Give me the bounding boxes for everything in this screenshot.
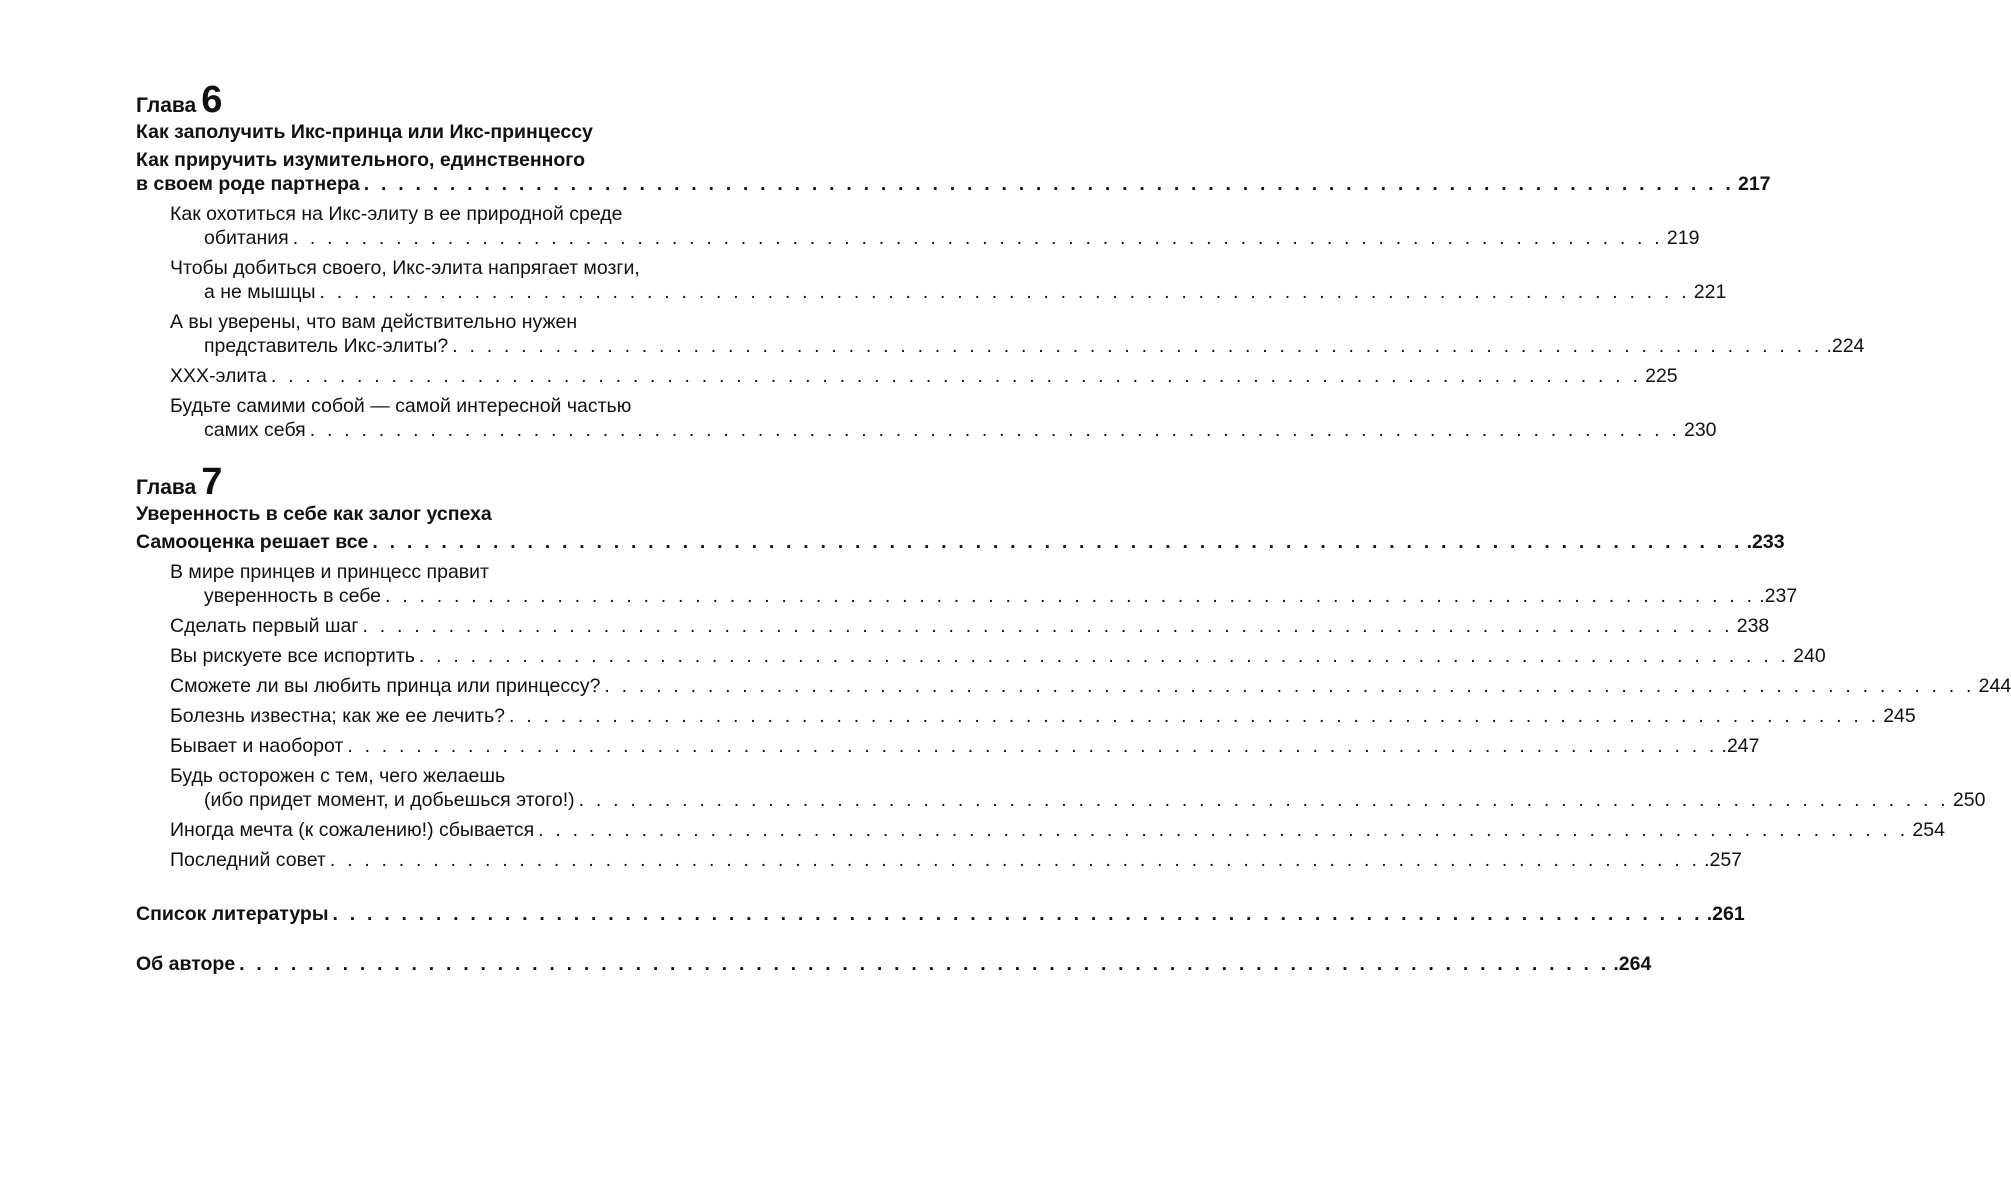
- toc-entry-row[interactable]: [170, 334, 1865, 358]
- page-number: 254: [1912, 819, 1945, 841]
- toc-entry: [136, 644, 1826, 668]
- back-matter-entry: [136, 902, 1745, 926]
- page-number: .237: [1759, 585, 1798, 607]
- toc-entry: [136, 256, 1727, 304]
- back-matter-row[interactable]: [136, 902, 1745, 926]
- toc-entry-label: Сделать первый шаг: [170, 615, 359, 637]
- chapter-subtitle-row[interactable]: [136, 172, 1771, 196]
- page-number: .257: [1704, 849, 1743, 871]
- page-number: .264: [1613, 953, 1652, 975]
- dot-leader: . . . . . . . . . . . . . . . . . . . . . . . . . . . . . . . . . . . . . . . . . . . . . . . . . . . . . . . . . . . . . . . . . . . . . . . . . . . . . . . .: [604, 675, 1975, 697]
- toc-entry-label: (ибо придет момент, и добьешься этого!): [204, 789, 575, 811]
- toc-entry-row[interactable]: [170, 364, 1678, 388]
- dot-leader: . . . . . . . . . . . . . . . . . . . . . . . . . . . . . . . . . . . . . . . . . . . . . . . . . . . . . . . . . . . . . . . . . . . . . . . . . . . . . . . .: [508, 705, 1880, 727]
- toc-entry-label: в своем роде партнера: [136, 173, 360, 195]
- toc-entry-row[interactable]: [170, 734, 1760, 758]
- dot-leader: . . . . . . . . . . . . . . . . . . . . . . . . . . . . . . . . . . . . . . . . . . . . . . . . . . . . . . . . . . . . . . . . . . . . . . . . . . . . . . . .: [452, 335, 1823, 357]
- toc-entry-row[interactable]: [170, 614, 1770, 638]
- toc-entry-label: Иногда мечта (к сожалению!) сбывается: [170, 819, 535, 841]
- dot-leader: . . . . . . . . . . . . . . . . . . . . . . . . . . . . . . . . . . . . . . . . . . . . . . . . . . . . . . . . . . . . . . . . . . . . . . . . . . . . . . . .: [363, 173, 1734, 195]
- toc-entry-label: Вы рискуете все испортить: [170, 645, 415, 667]
- back-matter-entry: [136, 952, 1652, 976]
- chapter-section: [136, 79, 1865, 442]
- chapter-title: Уверенность в себе как залог успеха: [136, 503, 492, 525]
- toc-entry-first-line: В мире принцев и принцесс правит: [170, 561, 489, 583]
- toc-entry-row[interactable]: [170, 848, 1743, 872]
- dot-leader: . . . . . . . . . . . . . . . . . . . . . . . . . . . . . . . . . . . . . . . . . . . . . . . . . . . . . . . . . . . . . . . . . . . . . . . . . . . . . . . .: [362, 615, 1733, 637]
- dot-leader: . . . . . . . . . . . . . . . . . . . . . . . . . . . . . . . . . . . . . . . . . . . . . . . . . . . . . . . . . . . . . . . . . . . . . . . . . . . . . . . .: [309, 419, 1680, 441]
- toc-entry: [136, 202, 1700, 250]
- dot-leader: . . . . . . . . . . . . . . . . . . . . . . . . . . . . . . . . . . . . . . . . . . . . . . . . . . . . . . . . . . . . . . . . . . . . . . . . . . . . . . . .: [372, 531, 1743, 553]
- page-number: .247: [1721, 735, 1760, 757]
- toc-entry-label: Список литературы: [136, 903, 329, 925]
- toc-entry-row[interactable]: [170, 418, 1717, 442]
- chapter-number: 6: [201, 79, 223, 121]
- toc-entry: [136, 818, 1945, 842]
- toc-entry-row[interactable]: [170, 788, 1986, 812]
- page-number: .261: [1706, 903, 1745, 925]
- toc-entry-row[interactable]: [170, 818, 1945, 842]
- toc-entry-row[interactable]: [170, 644, 1826, 668]
- dot-leader: . . . . . . . . . . . . . . . . . . . . . . . . . . . . . . . . . . . . . . . . . . . . . . . . . . . . . . . . . . . . . . . . . . . . . . . . . . . . . . . .: [385, 585, 1756, 607]
- toc-entry-label: XXX-элита: [170, 365, 267, 387]
- toc-entry-first-line: Чтобы добиться своего, Икс-элита напрягает мозги,: [170, 257, 640, 279]
- dot-leader: . . . . . . . . . . . . . . . . . . . . . . . . . . . . . . . . . . . . . . . . . . . . . . . . . . . . . . . . . . . . . . . . . . . . . . . . . . . . . . . .: [239, 953, 1610, 975]
- page-number: 230: [1683, 419, 1717, 441]
- chapter-subtitle-entry: [136, 148, 1771, 196]
- table-of-contents: [136, 79, 2011, 976]
- toc-entry: [136, 310, 1865, 358]
- toc-entry-first-line: А вы уверены, что вам действительно нужен: [170, 311, 578, 333]
- dot-leader: . . . . . . . . . . . . . . . . . . . . . . . . . . . . . . . . . . . . . . . . . . . . . . . . . . . . . . . . . . . . . . . . . . . . . . . . . . . . . . . .: [418, 645, 1790, 667]
- page-number: 245: [1883, 705, 1916, 727]
- chapter-word: Глава: [136, 476, 197, 499]
- toc-entry-label: Последний совет: [170, 849, 326, 871]
- toc-entry-label: Об авторе: [136, 953, 236, 975]
- toc-entry: [136, 848, 1743, 872]
- page-number: 221: [1693, 281, 1727, 303]
- toc-entry: [136, 560, 1798, 608]
- toc-entry: [136, 364, 1678, 388]
- chapter-heading: [136, 461, 759, 503]
- toc-entry: [136, 734, 1760, 758]
- toc-entry-label: Самооценка решает все: [136, 531, 369, 553]
- toc-entry-label: Сможете ли вы любить принца или принцессу?: [170, 675, 601, 697]
- chapter-subtitle-line: Как приручить изумительного, единственного: [136, 149, 586, 171]
- toc-entry-label: а не мышцы: [204, 281, 316, 303]
- dot-leader: . . . . . . . . . . . . . . . . . . . . . . . . . . . . . . . . . . . . . . . . . . . . . . . . . . . . . . . . . . . . . . . . . . . . . . . . . . . . . . . .: [292, 227, 1663, 249]
- toc-entry-row[interactable]: [170, 280, 1727, 304]
- dot-leader: . . . . . . . . . . . . . . . . . . . . . . . . . . . . . . . . . . . . . . . . . . . . . . . . . . . . . . . . . . . . . . . . . . . . . . . . . . . . . . . .: [538, 819, 1909, 841]
- dot-leader: . . . . . . . . . . . . . . . . . . . . . . . . . . . . . . . . . . . . . . . . . . . . . . . . . . . . . . . . . . . . . . . . . . . . . . . . . . . . . . . .: [329, 849, 1701, 871]
- chapter-subtitle-entry: [136, 530, 1785, 554]
- chapter-section: [136, 442, 2011, 872]
- toc-entry: [136, 394, 1717, 442]
- toc-entry-row[interactable]: [170, 674, 2011, 698]
- toc-entry-label: Болезнь известна; как же ее лечить?: [170, 705, 505, 727]
- back-matter-row[interactable]: [136, 952, 1652, 976]
- toc-entry-row[interactable]: [170, 226, 1700, 250]
- toc-entry-label: представитель Икс-элиты?: [204, 335, 449, 357]
- dot-leader: . . . . . . . . . . . . . . . . . . . . . . . . . . . . . . . . . . . . . . . . . . . . . . . . . . . . . . . . . . . . . . . . . . . . . . . . . . . . . . . .: [319, 281, 1690, 303]
- toc-entry-label: самих себя: [204, 419, 306, 441]
- toc-entry-row[interactable]: [170, 704, 1916, 728]
- chapter-title: Как заполучить Икс-принца или Икс-принцессу: [136, 121, 593, 143]
- chapter-spacer: [136, 442, 759, 464]
- chapter-word: Глава: [136, 94, 197, 117]
- page-number: .233: [1746, 531, 1785, 553]
- chapter-heading: [136, 79, 759, 121]
- dot-leader: . . . . . . . . . . . . . . . . . . . . . . . . . . . . . . . . . . . . . . . . . . . . . . . . . . . . . . . . . . . . . . . . . . . . . . . . . . . . . . . .: [270, 365, 1642, 387]
- toc-entry: [136, 614, 1770, 638]
- toc-entry-label: уверенность в себе: [204, 585, 382, 607]
- toc-entry-row[interactable]: [170, 584, 1798, 608]
- page-number: 219: [1666, 227, 1700, 249]
- page-number: 240: [1793, 645, 1826, 667]
- toc-entry-first-line: Будьте самими собой — самой интересной частью: [170, 395, 632, 417]
- page-number: 225: [1645, 365, 1678, 387]
- toc-entry-label: Бывает и наоборот: [170, 735, 344, 757]
- page-number: 217: [1737, 173, 1771, 195]
- chapter-number: 7: [201, 461, 223, 503]
- dot-leader: . . . . . . . . . . . . . . . . . . . . . . . . . . . . . . . . . . . . . . . . . . . . . . . . . . . . . . . . . . . . . . . . . . . . . . . . . . . . . . . .: [578, 789, 1949, 811]
- toc-entry-first-line: Будь осторожен с тем, чего желаешь: [170, 765, 506, 787]
- toc-entry: [136, 704, 1916, 728]
- page-number: 238: [1736, 615, 1770, 637]
- page-number: .224: [1826, 335, 1865, 357]
- dot-leader: . . . . . . . . . . . . . . . . . . . . . . . . . . . . . . . . . . . . . . . . . . . . . . . . . . . . . . . . . . . . . . . . . . . . . . . . . . . . . . . .: [332, 903, 1703, 925]
- toc-entry-label: обитания: [204, 227, 289, 249]
- toc-entry-first-line: Как охотиться на Икс-элиту в ее природной среде: [170, 203, 623, 225]
- toc-entry: [136, 674, 2011, 698]
- page-number: 250: [1952, 789, 1986, 811]
- dot-leader: . . . . . . . . . . . . . . . . . . . . . . . . . . . . . . . . . . . . . . . . . . . . . . . . . . . . . . . . . . . . . . . . . . . . . . . . . . . . . . . .: [347, 735, 1718, 757]
- page-number: 244: [1978, 675, 2011, 697]
- chapter-subtitle-row[interactable]: [136, 530, 1785, 554]
- toc-entry: [136, 764, 1986, 812]
